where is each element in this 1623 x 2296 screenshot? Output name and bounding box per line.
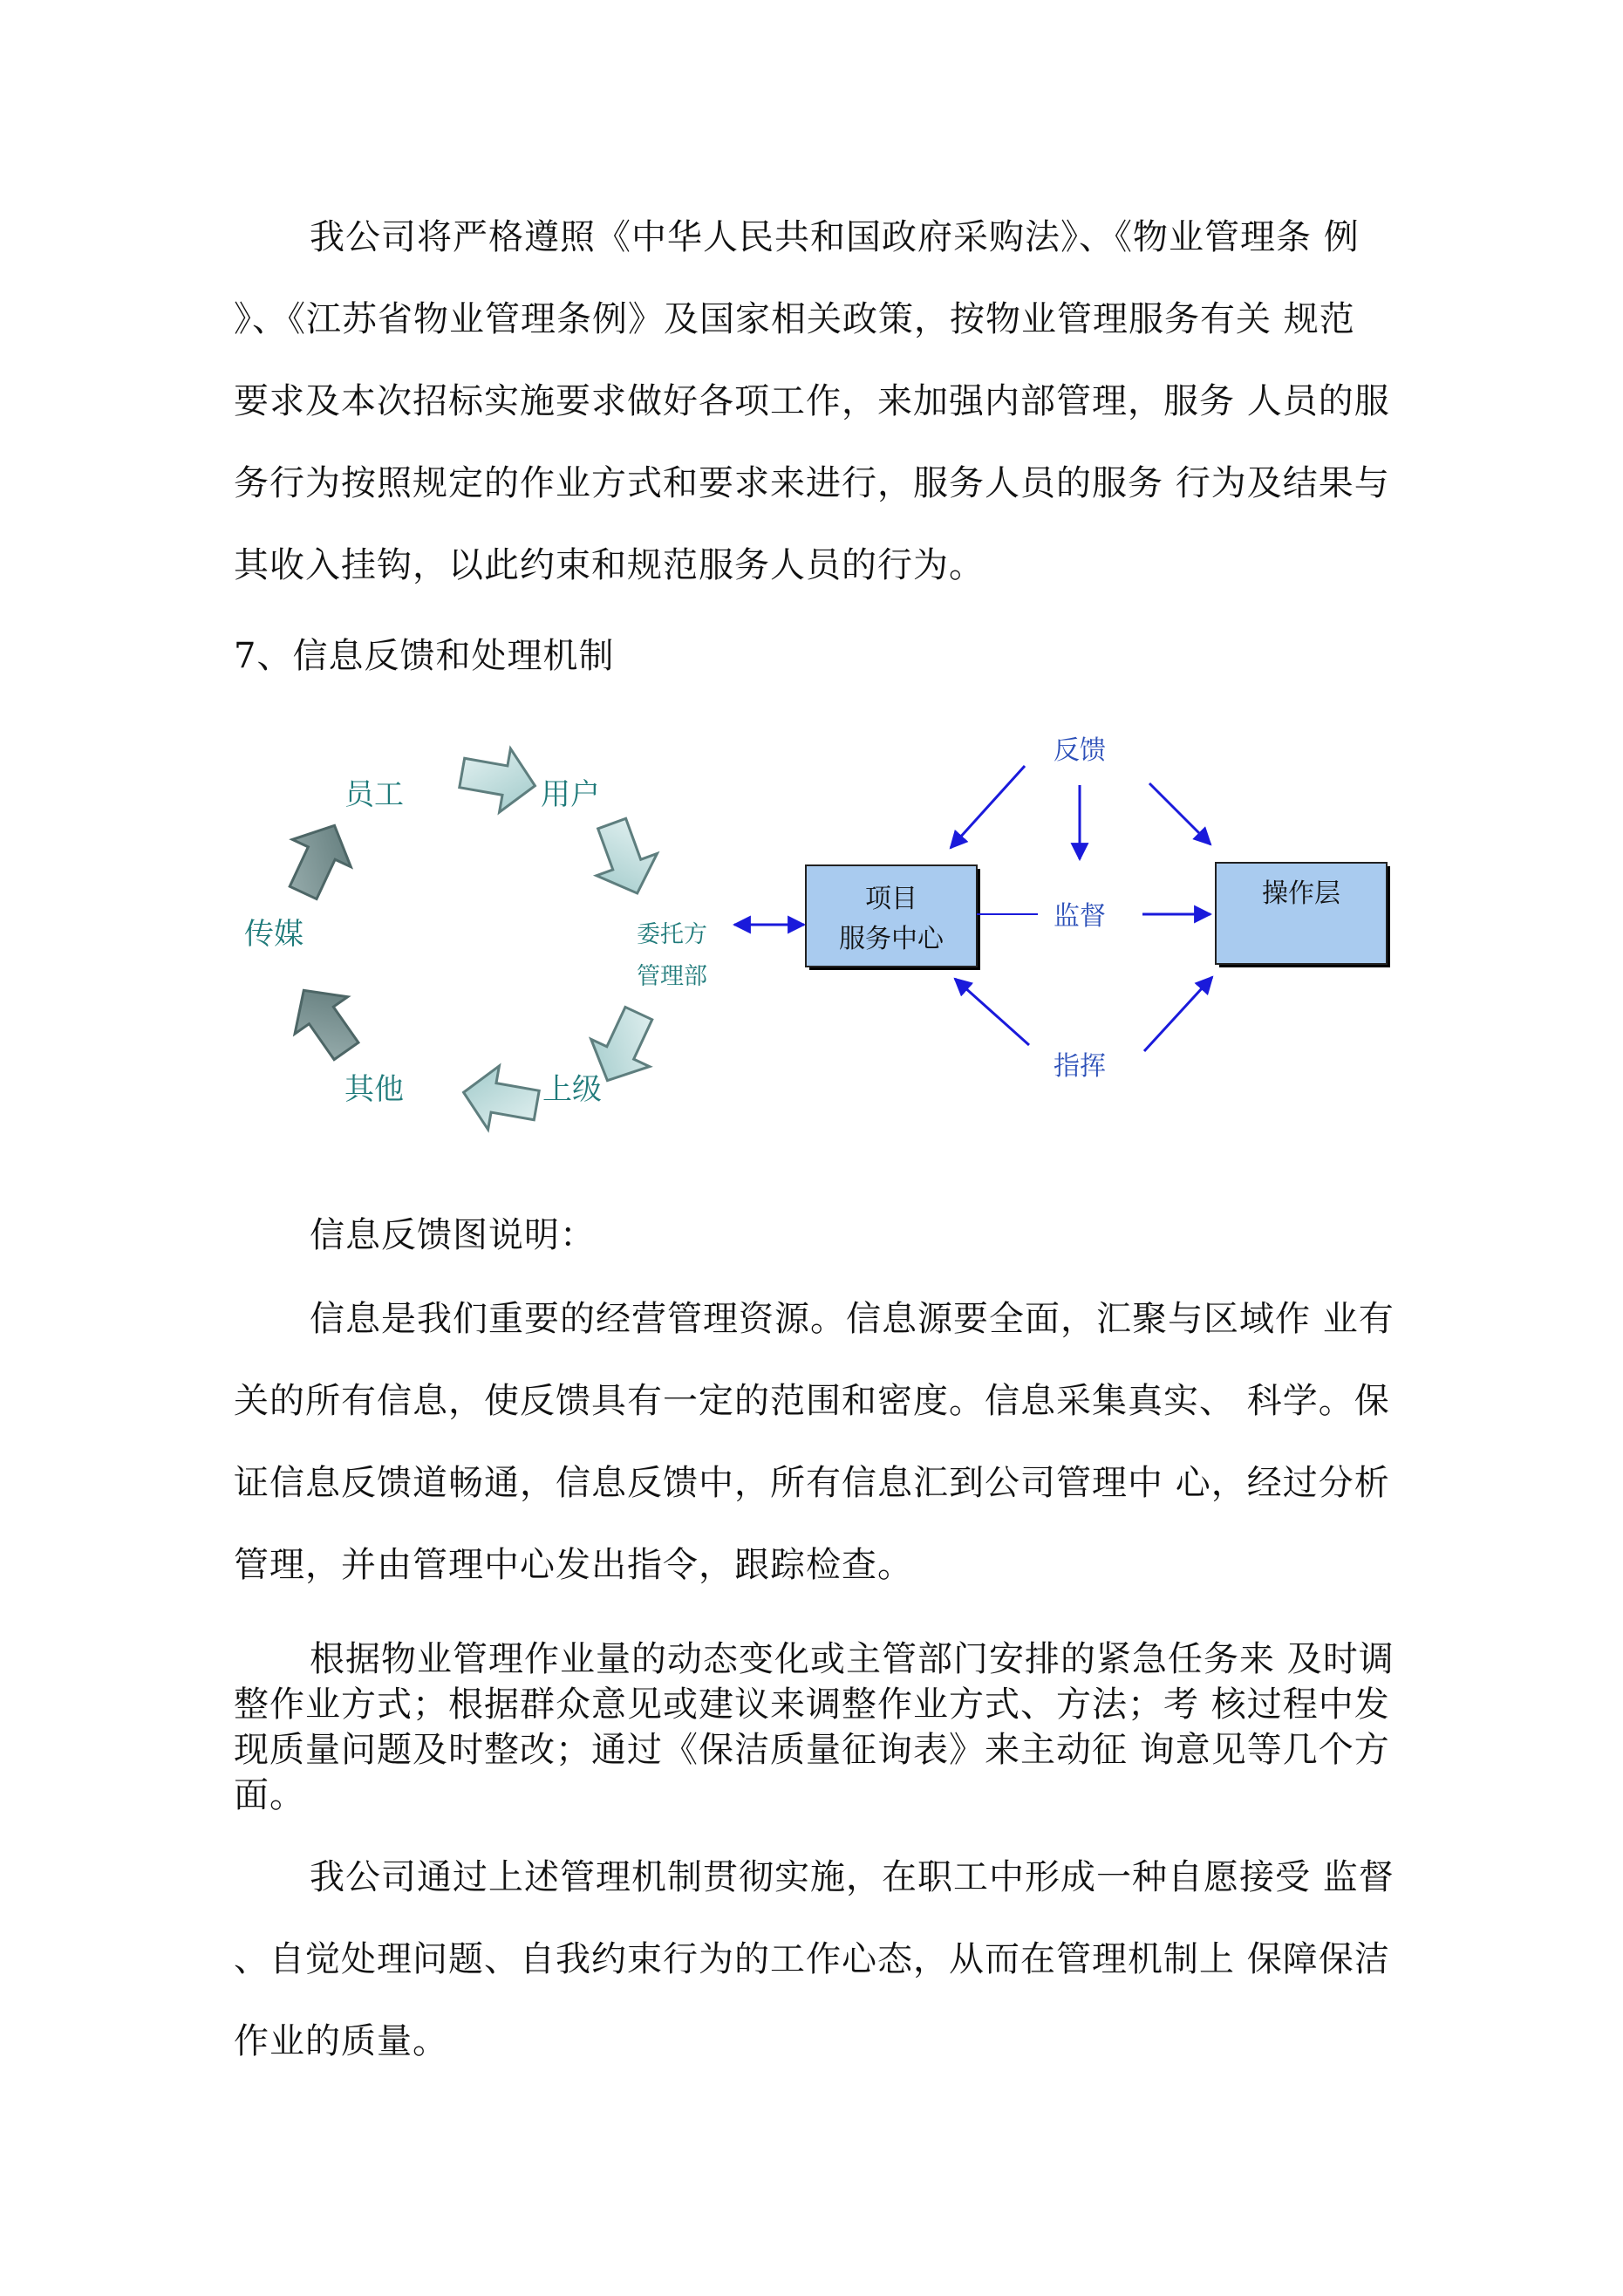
paragraph-1-line-4: 务行为按照规定的作业方式和要求来进行，服务人员的服务 行为及结果与 bbox=[234, 463, 1390, 503]
operation-box-label: 操作层 bbox=[1262, 878, 1340, 909]
paragraph-3-line-2: 整作业方式；根据群众意见或建议来调整作业方式、方法；考 核过程中发 bbox=[234, 1684, 1390, 1725]
paragraph-3-line-3: 现质量问题及时整改；通过《保洁质量征询表》来主动征 询意见等几个方 bbox=[234, 1730, 1390, 1770]
paragraph-3-line-1: 根据物业管理作业量的动态变化或主管部门安排的紧急任务来 及时调 bbox=[310, 1639, 1395, 1679]
label-supervise: 监督 bbox=[1054, 901, 1106, 932]
paragraph-1-line-3: 要求及本次招标实施要求做好各项工作，来加强内部管理，服务 人员的服 bbox=[234, 381, 1390, 421]
label-other: 其他 bbox=[344, 1072, 404, 1107]
center-service-box bbox=[806, 865, 980, 970]
paragraph-1-line-5: 其收入挂钩，以此约束和规范服务人员的行为。 bbox=[234, 545, 985, 585]
info-feedback-diagram bbox=[227, 715, 1413, 1186]
arrow-feedback-to-center bbox=[951, 766, 1025, 848]
diagram-caption: 信息反馈图说明： bbox=[310, 1215, 596, 1255]
operation-layer-box bbox=[1216, 863, 1390, 967]
label-user: 用户 bbox=[541, 777, 600, 812]
label-client-line-1: 委托方 bbox=[637, 921, 707, 948]
cycle-arrow-superior-to-other bbox=[458, 1061, 542, 1138]
paragraph-2-line-1: 信息是我们重要的经营管理资源。信息源要全面，汇聚与区域作 业有 bbox=[310, 1299, 1395, 1339]
arrow-command-to-operation bbox=[1144, 977, 1212, 1051]
paragraph-1-line-1: 我公司将严格遵照《中华人民共和国政府采购法》、《物业管理条 例 bbox=[310, 217, 1360, 257]
cycle-arrow-other-to-media bbox=[277, 972, 372, 1069]
paragraph-2-line-2: 关的所有信息，使反馈具有一定的范围和密度。信息采集真实、 科学。保 bbox=[234, 1381, 1390, 1421]
cycle-arrow-employee-to-user bbox=[456, 741, 541, 818]
paragraph-3-line-4: 面。 bbox=[234, 1775, 305, 1815]
paragraph-4-line-2: 、自觉处理问题、自我约束行为的工作心态，从而在管理机制上 保障保洁 bbox=[234, 1939, 1390, 1979]
paragraph-4-line-1: 我公司通过上述管理机制贯彻实施，在职工中形成一种自愿接受 监督 bbox=[310, 1857, 1395, 1897]
label-media: 传媒 bbox=[244, 917, 303, 952]
info-feedback-diagram-svg bbox=[227, 715, 1413, 1186]
arrow-feedback-to-operation bbox=[1149, 783, 1210, 844]
cycle-arrow-media-to-employee bbox=[274, 812, 364, 906]
label-superior: 上级 bbox=[542, 1072, 602, 1107]
paragraph-2-line-4: 管理，并由管理中心发出指令，跟踪检查。 bbox=[234, 1545, 913, 1585]
label-client-line-2: 管理部 bbox=[637, 963, 707, 990]
label-employee: 员工 bbox=[344, 777, 404, 812]
center-box-line-2: 服务中心 bbox=[839, 924, 944, 954]
label-feedback: 反馈 bbox=[1054, 735, 1106, 766]
paragraph-1-line-2: 》、《江苏省物业管理条例》及国家相关政策，按物业管理服务有关 规范 bbox=[234, 299, 1355, 339]
cycle-arrow-user-to-client bbox=[582, 812, 668, 904]
paragraph-4-line-3: 作业的质量。 bbox=[234, 2021, 448, 2061]
arrow-command-to-center bbox=[955, 979, 1029, 1045]
label-command: 指挥 bbox=[1054, 1051, 1106, 1082]
center-box-line-1: 项目 bbox=[865, 884, 917, 914]
paragraph-2-line-3: 证信息反馈道畅通，信息反馈中，所有信息汇到公司管理中 心，经过分析 bbox=[234, 1463, 1390, 1503]
section-heading: 7、信息反馈和处理机制 bbox=[234, 636, 615, 676]
